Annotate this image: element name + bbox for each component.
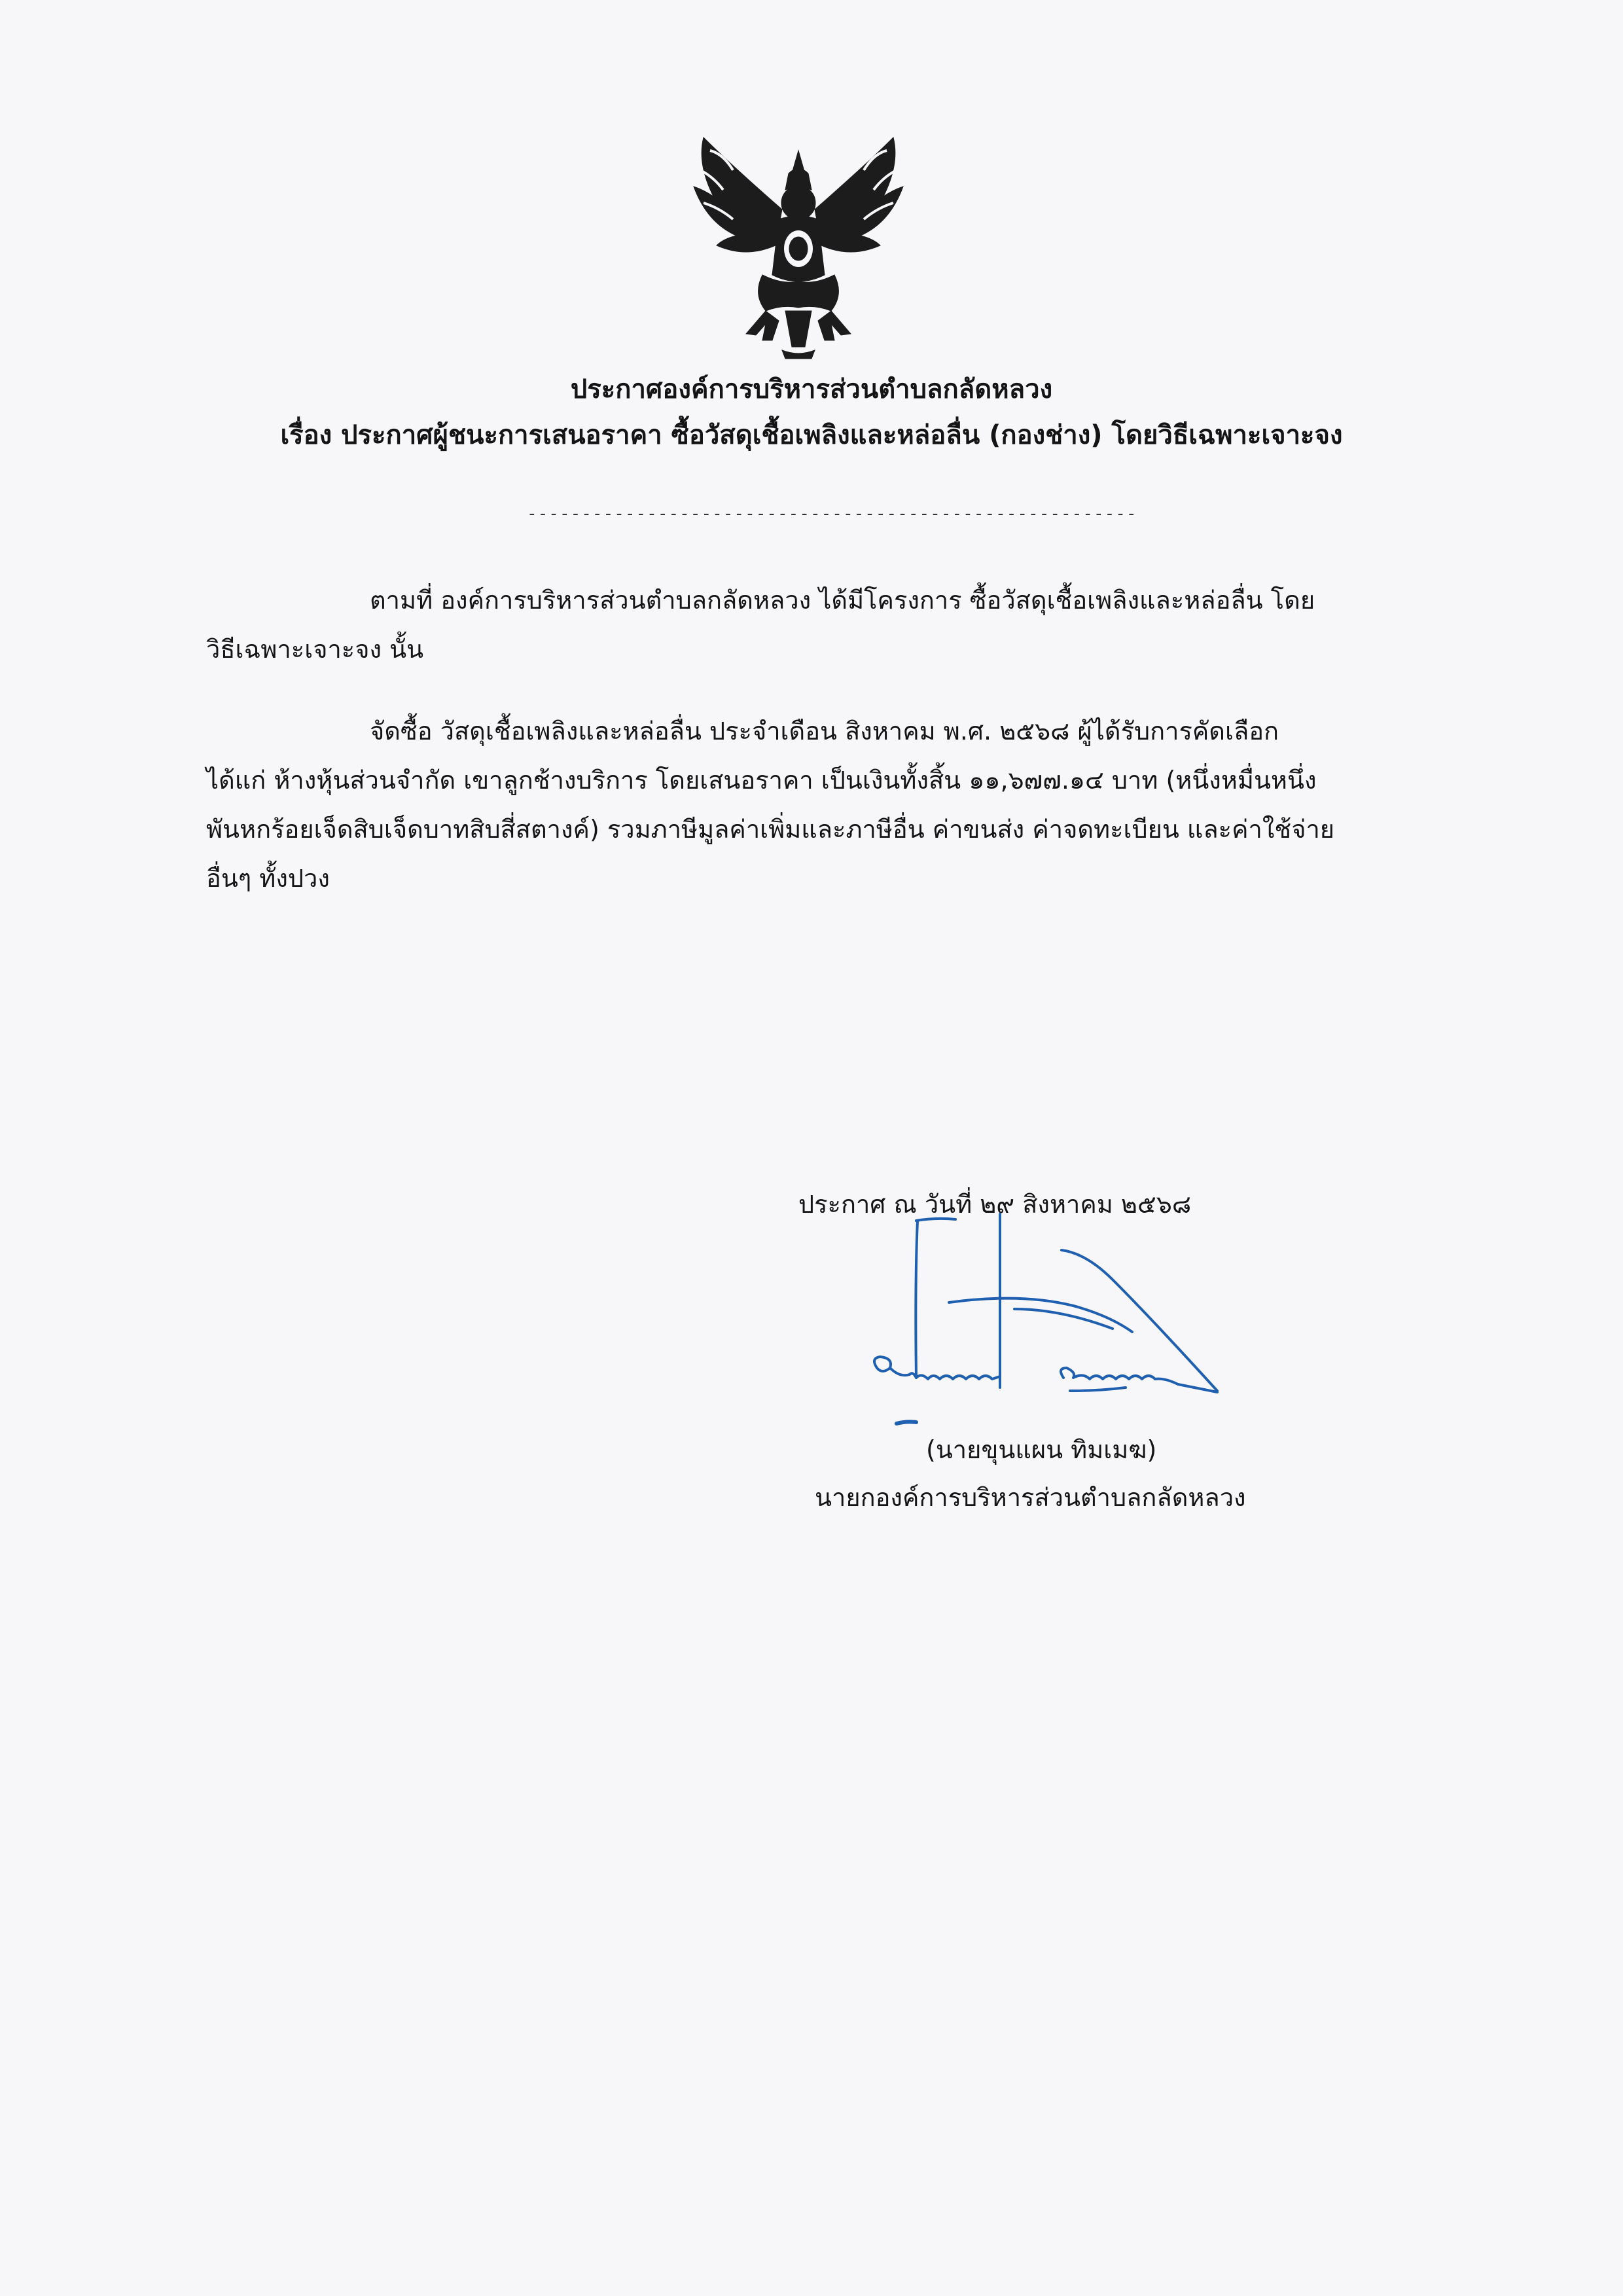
announcement-date: ประกาศ ณ วันที่ ๒๙ สิงหาคม ๒๕๖๘ <box>798 1190 1192 1219</box>
paragraph-line: ตามที่ องค์การบริหารส่วนตำบลกลัดหลวง ได้มีโครงการ ซื้อวัสดุเชื้อเพลิงและหล่อลื่น โดย <box>370 586 1315 615</box>
garuda-emblem-icon <box>684 124 913 360</box>
paragraph-project <box>206 576 1410 674</box>
announcement-subject: เรื่อง ประกาศผู้ชนะการเสนอราคา ซื้อวัสดุเชื้อเพลิงและหล่อลื่น (กองช่าง) โดยวิธีเฉพาะเจาะจง <box>280 420 1343 450</box>
paragraph-line: พันหกร้อยเจ็ดสิบเจ็ดบาทสิบสี่สตางค์) รวมภาษีมูลค่าเพิ่มและภาษีอื่น ค่าขนส่ง ค่าจดทะเบียน และค่าใช้จ่าย <box>206 815 1335 844</box>
handwritten-signature <box>851 1201 1230 1437</box>
signer-name: (นายขุนแผน ทิมเมฆ) <box>926 1435 1157 1464</box>
paragraph-line: วิธีเฉพาะเจาะจง นั้น <box>206 635 424 664</box>
paragraph-line: จัดซื้อ วัสดุเชื้อเพลิงและหล่อลื่น ประจำเดือน สิงหาคม พ.ศ. ๒๕๖๘ ผู้ได้รับการคัดเลือก <box>370 717 1279 745</box>
divider-line: -------------------------------------------------------- <box>527 504 1137 524</box>
paragraph-award <box>206 707 1410 903</box>
announcement-title: ประกาศองค์การบริหารส่วนตำบลกลัดหลวง <box>570 374 1053 404</box>
paragraph-line: อื่นๆ ทั้งปวง <box>206 864 330 893</box>
paragraph-line: ได้แก่ ห้างหุ้นส่วนจำกัด เขาลูกช้างบริการ โดยเสนอราคา เป็นเงินทั้งสิ้น ๑๑,๖๗๗.๑๔ บาท (หนึ่งหมื่นหนึ่ง <box>206 766 1317 795</box>
signer-position: นายกองค์การบริหารส่วนตำบลกลัดหลวง <box>815 1483 1246 1512</box>
